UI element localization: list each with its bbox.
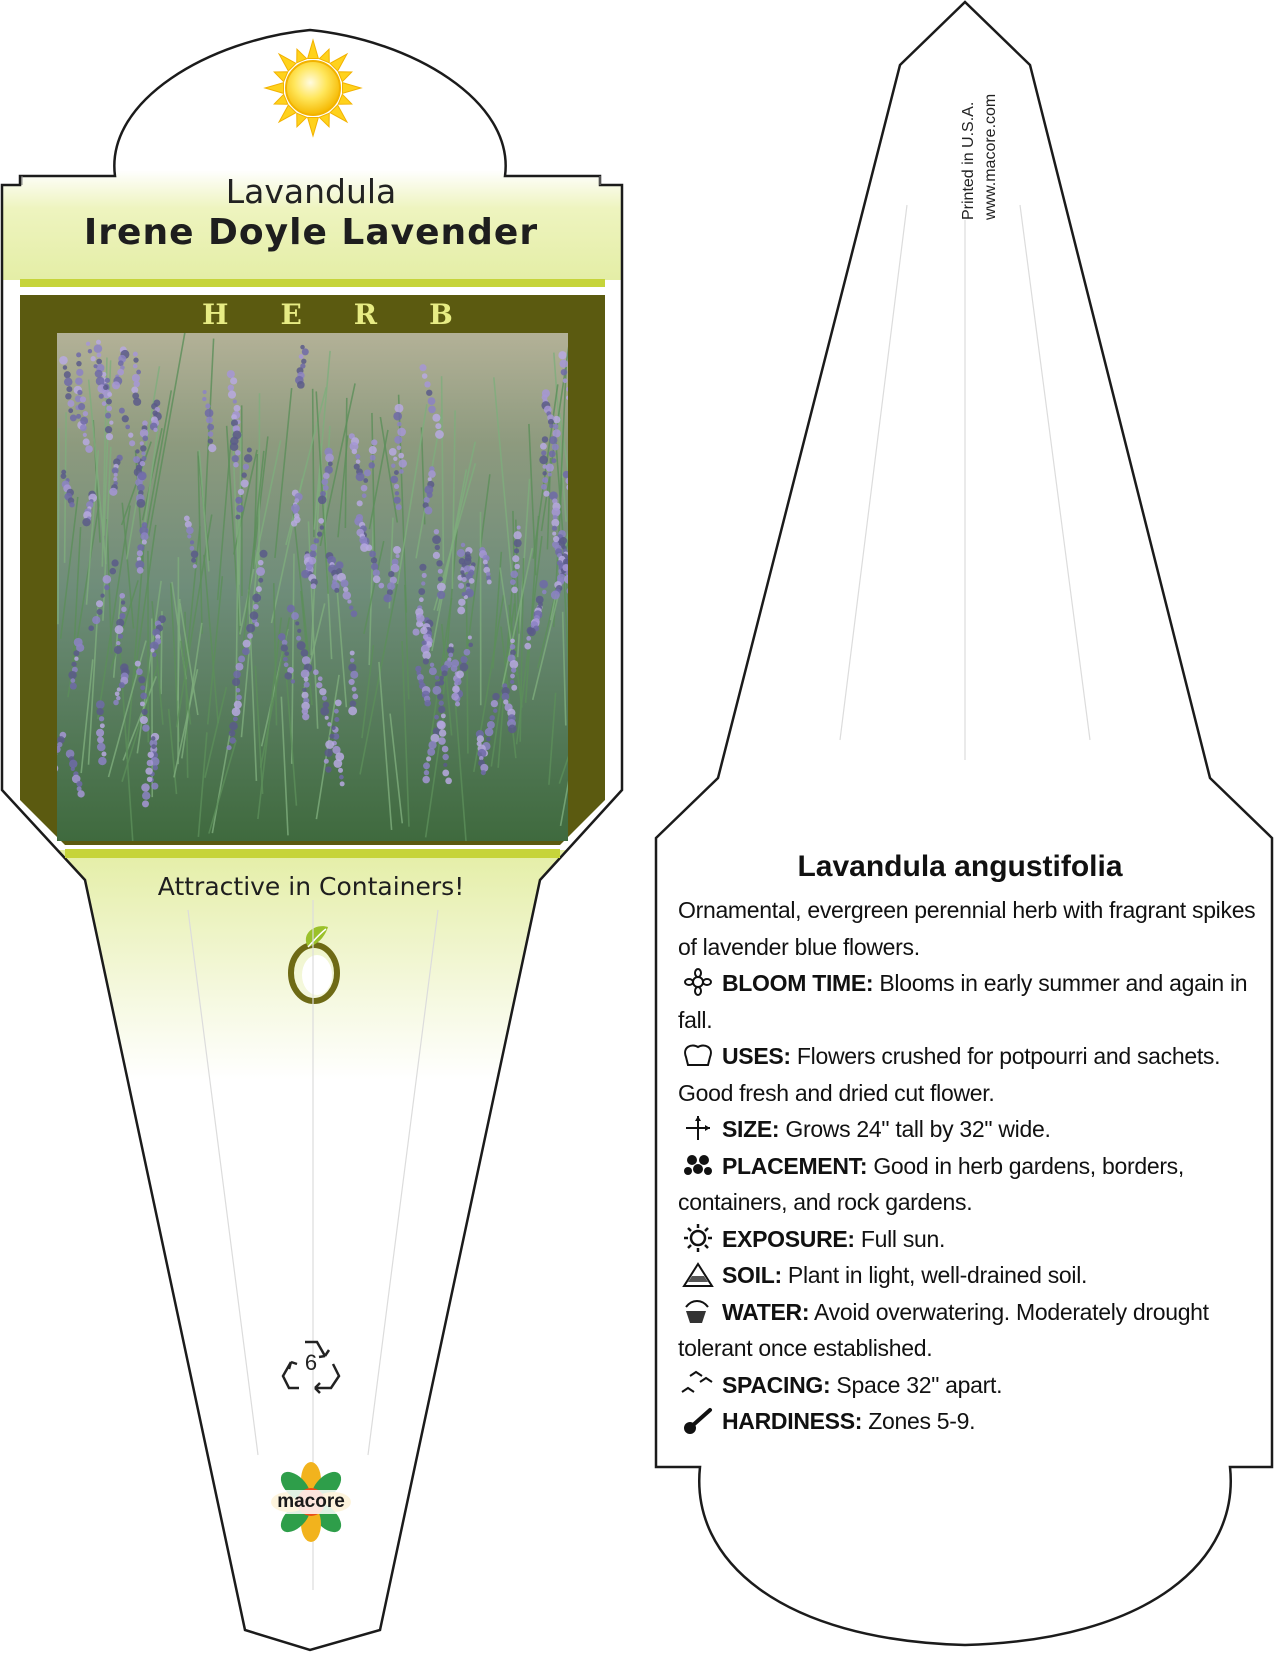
detail-item: [678, 1257, 1268, 1294]
detail-item: [678, 1221, 1268, 1258]
watering-can-icon: [678, 1297, 718, 1325]
description: Ornamental, evergreen perennial herb with fragrant spikes of lavender blue flowers.: [678, 897, 1256, 960]
detail-item: [678, 965, 1268, 1038]
brand-name: macore: [277, 1491, 345, 1512]
sun-outline-icon: [678, 1224, 718, 1252]
detail-label: SOIL:: [722, 1262, 782, 1288]
printed-line-1: Printed in U.S.A.: [960, 101, 977, 220]
care-details: [678, 892, 1268, 1440]
chef-hat-icon: [678, 1041, 718, 1069]
recycle-number: 6: [304, 1350, 318, 1375]
feature-text: Attractive in Containers!: [157, 872, 465, 901]
detail-label: HARDINESS:: [722, 1408, 863, 1434]
detail-text: Zones 5-9.: [862, 1408, 976, 1434]
detail-text: Grows 24" tall by 32" wide.: [779, 1116, 1051, 1142]
plant-genus: Lavandula: [225, 172, 397, 211]
detail-item: [678, 1294, 1268, 1367]
size-arrows-icon: [678, 1114, 718, 1142]
spacing-icon: [678, 1370, 718, 1398]
detail-label: BLOOM TIME:: [722, 970, 874, 996]
detail-label: PLACEMENT:: [722, 1152, 868, 1179]
printed-line-2: www.macore.com: [982, 93, 999, 220]
detail-text: Good in herb gardens, borders, containers, and rock gardens.: [678, 1152, 1184, 1215]
category-label: HERB: [202, 298, 505, 331]
detail-item: [678, 1367, 1268, 1404]
detail-text: Space 32" apart.: [830, 1371, 1003, 1398]
soil-icon: [678, 1260, 718, 1288]
flower-cluster-icon: [678, 1151, 718, 1179]
front-tag: [0, 30, 625, 1650]
top-accent-bar: [20, 279, 605, 287]
detail-label: WATER:: [722, 1298, 810, 1325]
flower-icon: [678, 968, 718, 996]
detail-item: [678, 1111, 1268, 1148]
sun-icon: [265, 40, 361, 136]
plant-common-name: Irene Doyle Lavender: [83, 212, 539, 253]
detail-text: Flowers crushed for potpourri and sachets. Good fresh and dried cut flower.: [678, 1043, 1221, 1106]
botanical-name: Lavandula angustifolia: [797, 850, 1123, 883]
detail-text: Plant in light, well-drained soil.: [781, 1262, 1088, 1288]
lavender-photo: [50, 315, 607, 847]
detail-label: USES:: [722, 1043, 791, 1069]
detail-label: SIZE:: [722, 1116, 780, 1142]
printed-info: [958, 40, 999, 220]
detail-item: [678, 1148, 1268, 1221]
detail-text: Blooms in early summer and again in fall.: [678, 970, 1248, 1033]
detail-item: [678, 1403, 1268, 1440]
thermometer-icon: [678, 1406, 718, 1434]
detail-text: Full sun.: [854, 1225, 946, 1252]
detail-text: Avoid overwatering. Moderately drought tolerant once established.: [678, 1298, 1209, 1361]
detail-label: EXPOSURE:: [722, 1225, 855, 1252]
bottom-accent-bar: [65, 849, 560, 858]
detail-label: SPACING:: [722, 1371, 831, 1398]
detail-item: [678, 1038, 1268, 1111]
